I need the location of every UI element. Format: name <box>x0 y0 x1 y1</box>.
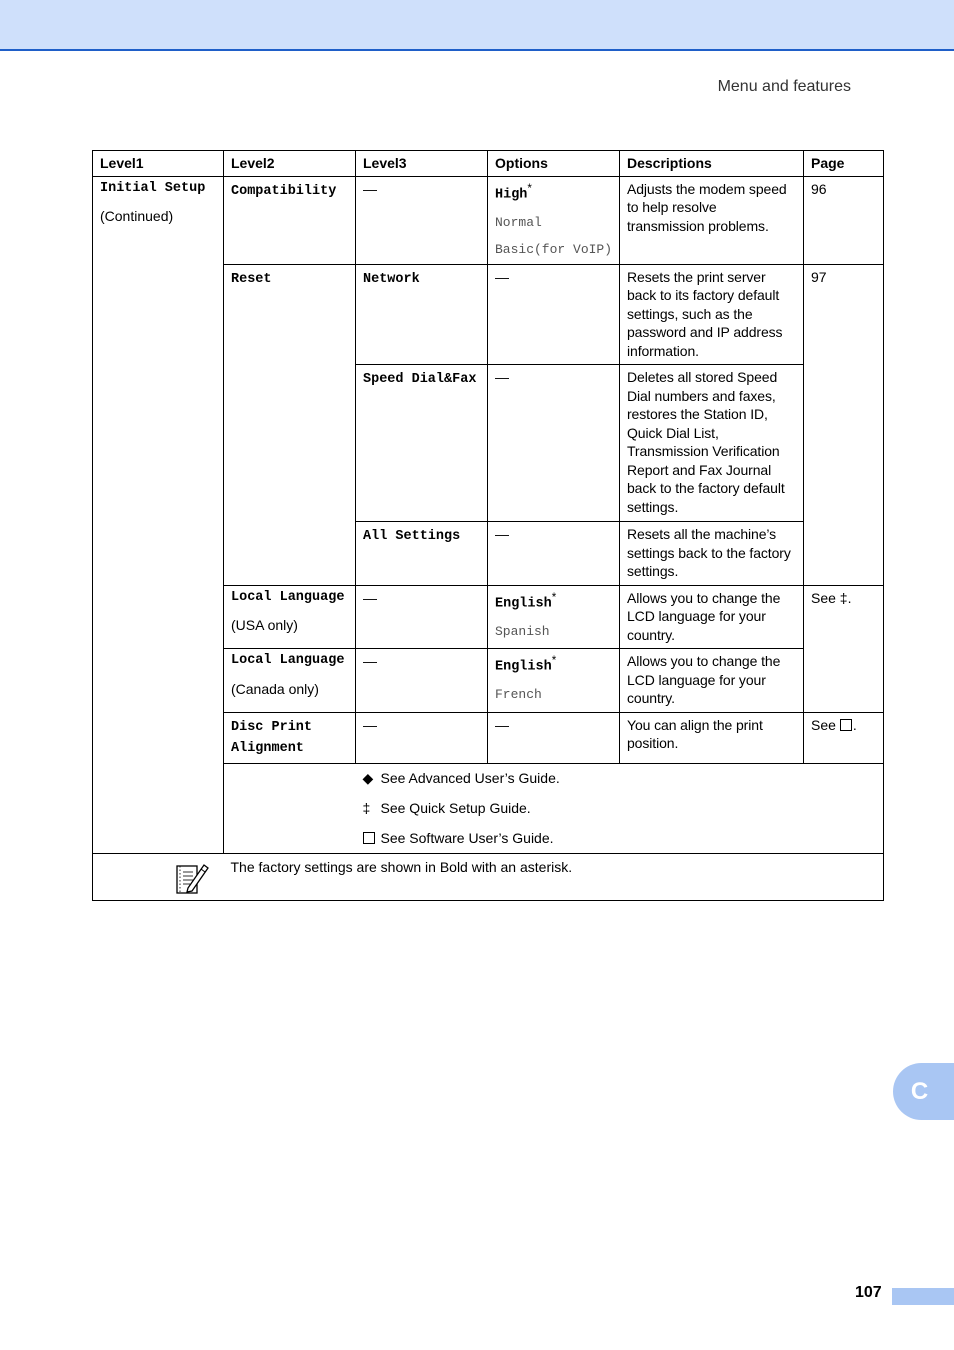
level3-cell <box>356 264 488 365</box>
page-number-bar <box>892 1288 954 1305</box>
level1-cell <box>93 176 224 853</box>
double-dagger-icon: ‡ <box>362 799 371 816</box>
level2-note-usa: (USA only) <box>231 617 298 634</box>
level3-cell: — <box>356 712 488 763</box>
box-icon <box>363 832 375 844</box>
footnote-advanced <box>363 769 878 787</box>
page-number: 107 <box>855 1284 882 1301</box>
description-cell: Deletes all stored Speed Dial numbers and faxes, restores the Station ID, Quick Dial List, Transmission Verification Report and Fax Journal back to the factory default settings. <box>620 365 804 522</box>
level2-compatibility: Compatibility <box>231 183 337 199</box>
level2-local-language: Local Language <box>231 653 345 669</box>
header-band <box>0 0 954 51</box>
appendix-tab: C <box>893 1063 954 1120</box>
diamond-icon: ◆ <box>362 769 374 786</box>
description-cell: Adjusts the modem speed to help resolve transmission problems. <box>620 176 804 264</box>
table-header-row <box>93 151 884 177</box>
level3-network: Network <box>363 271 420 287</box>
options-cell: — <box>488 365 620 522</box>
description-cell: You can align the print position. <box>620 712 804 763</box>
page-cell: 96 <box>804 176 884 264</box>
col-header-options: Options <box>488 151 620 177</box>
level2-reset: Reset <box>231 271 272 287</box>
options-cell <box>488 649 620 713</box>
level3-all-settings: All Settings <box>363 529 461 545</box>
page-ref-quick-setup: See ‡. <box>811 589 852 606</box>
level3-cell: — <box>356 585 488 649</box>
level3-dash: — <box>363 180 377 197</box>
footnote-text: See Quick Setup Guide. <box>380 799 531 816</box>
options-cell: — <box>488 712 620 763</box>
option-spanish: Spanish <box>495 623 550 639</box>
footnote-text: See Software User’s Guide. <box>380 829 554 846</box>
level2-disc-print: Disc Print Alignment <box>231 719 313 757</box>
option-english: English <box>495 659 552 675</box>
footnote-text: See Advanced User’s Guide. <box>380 769 560 786</box>
footnotes-spacer <box>224 763 356 853</box>
option-english: English <box>495 596 552 612</box>
level1-name: Initial Setup <box>100 180 206 196</box>
level1-note: (Continued) <box>100 208 174 224</box>
option-french: French <box>495 687 542 703</box>
page-header-title: Menu and features <box>717 78 851 95</box>
note-icon-cell <box>93 853 224 900</box>
level2-cell <box>224 585 356 649</box>
page-ref-software: See . <box>811 716 857 733</box>
description-cell: Resets all the machine’s settings back to the factory settings. <box>620 522 804 586</box>
level3-cell <box>356 176 488 264</box>
level2-local-language: Local Language <box>231 589 345 605</box>
description-cell: Allows you to change the LCD language for your country. <box>620 649 804 713</box>
menu-table <box>92 150 884 901</box>
footnote-quick-setup <box>363 799 878 817</box>
level2-cell <box>224 264 356 585</box>
note-text: The factory settings are shown in Bold with an asterisk. <box>224 853 884 900</box>
note-pencil-icon <box>174 860 210 896</box>
level2-cell <box>224 649 356 713</box>
page-cell: 97 <box>804 264 884 585</box>
level2-cell <box>224 176 356 264</box>
table-row <box>93 176 884 264</box>
col-header-level2: Level2 <box>224 151 356 177</box>
level2-cell <box>224 712 356 763</box>
default-marker: * <box>551 590 557 604</box>
default-marker: * <box>551 654 557 668</box>
col-header-descriptions: Descriptions <box>620 151 804 177</box>
options-cell <box>488 585 620 649</box>
page-cell <box>804 585 884 712</box>
software-guide-icon <box>840 719 852 731</box>
level3-cell <box>356 365 488 522</box>
level3-cell: — <box>356 649 488 713</box>
options-cell <box>488 176 620 264</box>
level3-speed-dial: Speed Dial&Fax <box>363 372 477 388</box>
footnote-software <box>363 829 878 847</box>
level3-cell <box>356 522 488 586</box>
note-row <box>93 853 884 900</box>
col-header-level1: Level1 <box>93 151 224 177</box>
page-cell <box>804 712 884 763</box>
level2-note-canada: (Canada only) <box>231 680 319 697</box>
description-cell: Resets the print server back to its factory default settings, such as the password and IP address information. <box>620 264 804 365</box>
option-high: High <box>495 187 528 203</box>
col-header-page: Page <box>804 151 884 177</box>
description-cell: Allows you to change the LCD language for your country. <box>620 585 804 649</box>
col-header-level3: Level3 <box>356 151 488 177</box>
option-normal: Normal <box>495 214 542 230</box>
options-cell: — <box>488 522 620 586</box>
default-marker: * <box>527 181 532 195</box>
options-cell: — <box>488 264 620 365</box>
footnotes-cell <box>356 763 884 853</box>
option-basic-voip: Basic(for VoIP) <box>495 242 613 258</box>
